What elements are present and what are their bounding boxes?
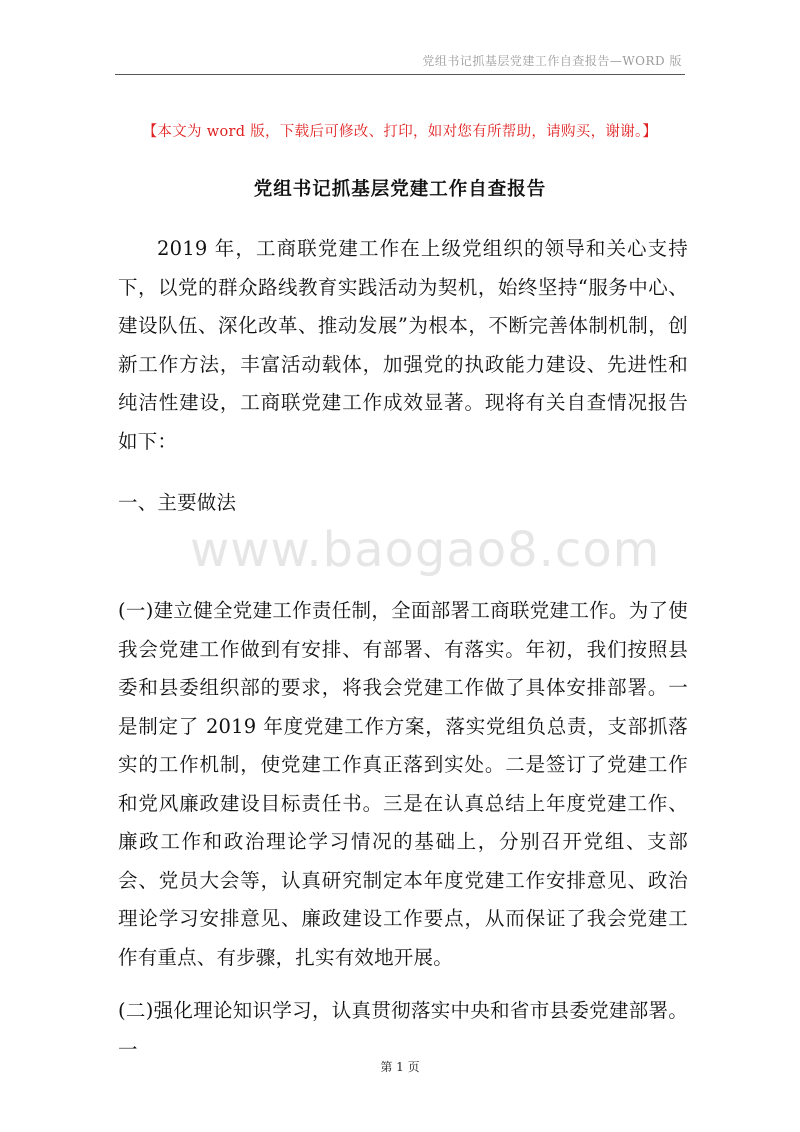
section-heading: 一、主要做法	[118, 491, 237, 514]
download-notice: 【本文为 word 版，下载后可修改、打印，如对您有所帮助，请购买，谢谢。】	[142, 124, 658, 140]
document-title: 党组书记抓基层党建工作自查报告	[253, 179, 547, 200]
page-number: 第 1 页	[380, 1060, 420, 1074]
intro-paragraph: 2019 年，工商联党建工作在上级党组织的领导和关心支持下，以党的群众路线教育实践活动为契机，始终坚持“服务中心、建设队伍、深化改革、推动发展”为根本，不断完善体制机制，创新工作方法，丰富活动载体，加强党的执政能力建设、先进性和纯洁性建设，工商联党建工作成效显著。现将有关自查情况报告如下：	[118, 237, 688, 453]
running-header: 党组书记抓基层党建工作自查报告—WORD 版	[422, 54, 682, 68]
paragraph-two: (二)强化理论知识学习，认真贯彻落实中央和省市县委党建部署。一	[118, 999, 688, 1061]
watermark: www.baogao8.com	[190, 522, 661, 578]
paragraph-one: (一)建立健全党建工作责任制，全面部署工商联党建工作。为了使我会党建工作做到有安排、有部署、有落实。年初，我们按照县委和县委组织部的要求，将我会党建工作做了具体安排部署。一是制定了 2019 年度党建工作方案，落实党组负总责，支部抓落实的工作机制，使党建工作真正落到实处。二是签订了党建工作和党风廉政建设目标责任书。三是在认真总结上年度党建工作、廉政工作和政治理论学习情况的基础上，分别召开党组、支部会、党员大会等，认真研究制定本年度党建工作安排意见、政治理论学习安排意见、廉政建设工作要点，从而保证了我会党建工作有重点、有步骤，扎实有效地开展。	[118, 599, 688, 969]
header-divider	[115, 74, 685, 75]
